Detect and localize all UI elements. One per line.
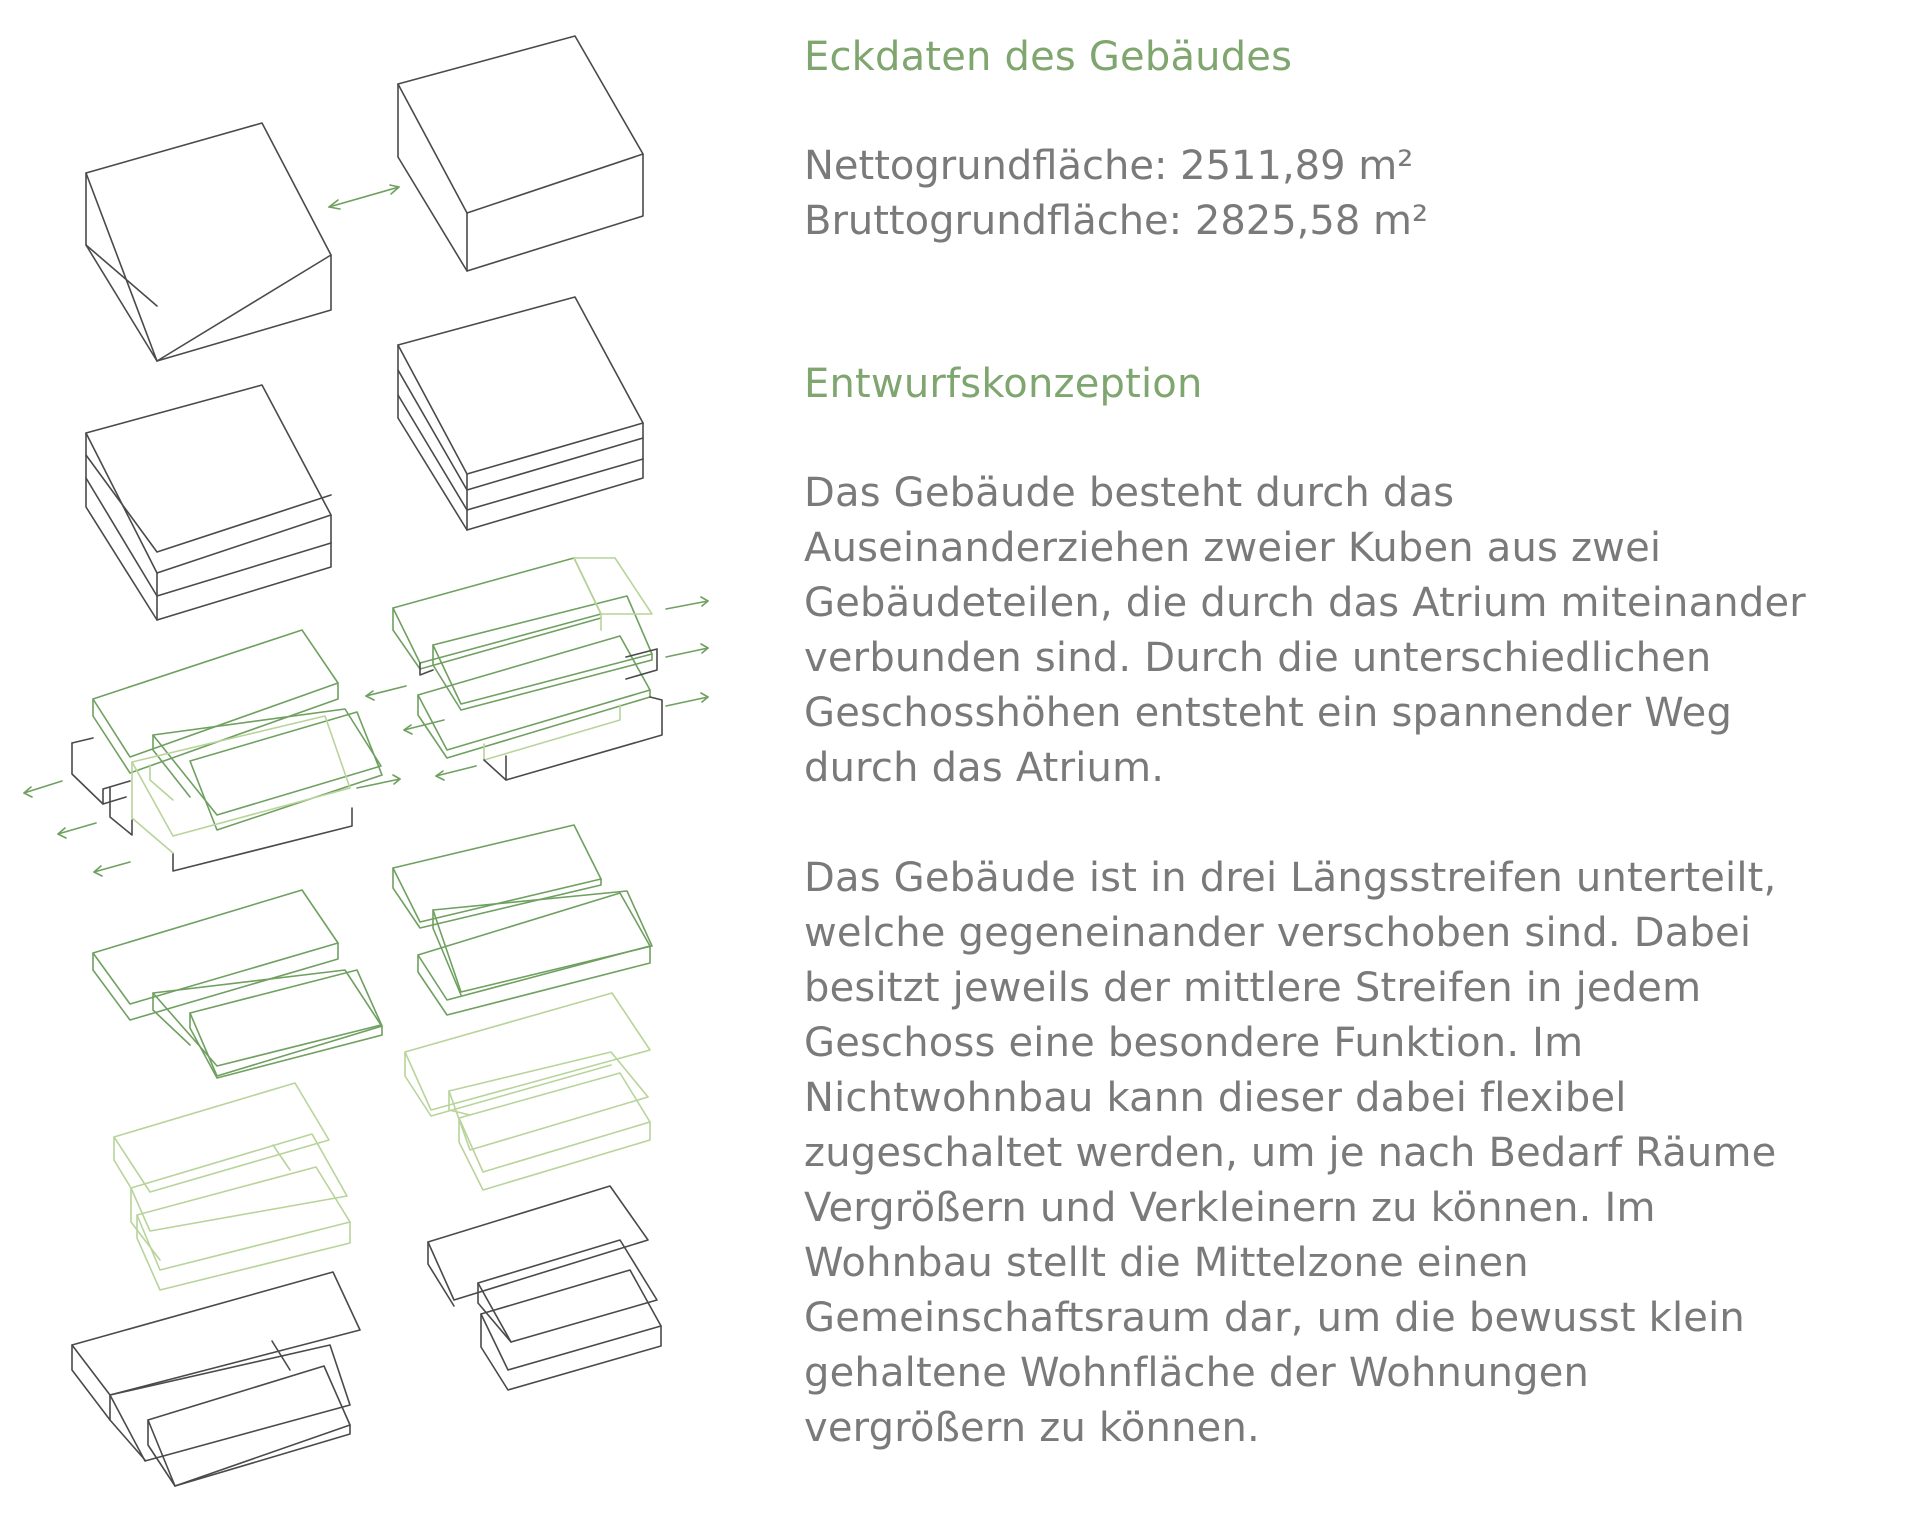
ground-strips-left — [72, 1272, 360, 1486]
cube-left — [86, 123, 331, 361]
keydata-heading: Eckdaten des Gebäudes — [804, 34, 1293, 80]
concept-paragraph: Das Gebäude ist in drei Längsstreifen unterteilt, welche gegeneinander verschoben sind. Dabei besitzt jeweils der mittlere Streifen in jedem Geschoss eine besondere Funktion. Im Nichtwohnbau kann dieser dabei flexibel zugeschaltet werden, um je nach Bedarf Räume Vergrößern und Verkleinern zu können. Im Wohnbau stellt die Mittelzone einen Gemeinschaftsraum dar, um die bewusst klein gehaltene Wohnfläche der Wohnungen vergrößern zu können. — [804, 855, 1777, 1451]
concept-heading: Entwurfskonzeption — [804, 361, 1203, 407]
strips-left — [93, 890, 382, 1078]
concept-paragraph: Das Gebäude besteht durch das Auseinanderziehen zweier Kuben aus zwei Gebäudeteilen, die durch das Atrium miteinander verbunden sind. Durch die unterschiedlichen Geschosshöhen entsteht ein spannender Weg durch das Atrium. — [804, 470, 1806, 791]
spacer — [804, 411, 1904, 466]
step-6-ground-strips — [72, 1186, 661, 1486]
cube-floors-left — [86, 385, 331, 620]
keydata-label: Bruttogrundfläche: — [804, 198, 1183, 244]
spacer — [804, 796, 1904, 851]
step-1-cubes — [86, 36, 643, 361]
keydata-row-net — [804, 139, 1904, 194]
cube-right — [398, 36, 643, 271]
double-arrow-icon — [329, 185, 399, 209]
concept-text — [804, 466, 1904, 1456]
keydata-value: 2511,89 m² — [1180, 143, 1414, 189]
step-3-exploded-strips — [24, 558, 708, 876]
keydata-row-gross — [804, 194, 1904, 249]
ground-strips-right — [428, 1186, 661, 1390]
spacer — [804, 249, 1904, 357]
axonometric-diagram — [0, 0, 790, 1517]
light-strips-left — [114, 1083, 350, 1290]
spacer — [804, 84, 1904, 139]
cube-floors-right — [398, 297, 643, 530]
keydata-label: Nettogrundfläche: — [804, 143, 1168, 189]
text-panel — [804, 30, 1904, 1456]
keydata-list — [804, 139, 1904, 249]
step-2-floor-cubes — [86, 297, 643, 620]
keydata-value: 2825,58 m² — [1194, 198, 1428, 244]
step-4-green-strips — [93, 825, 652, 1078]
light-strips-right — [405, 993, 650, 1190]
strips-right — [393, 825, 652, 1015]
arrow-right-icon — [357, 597, 708, 788]
